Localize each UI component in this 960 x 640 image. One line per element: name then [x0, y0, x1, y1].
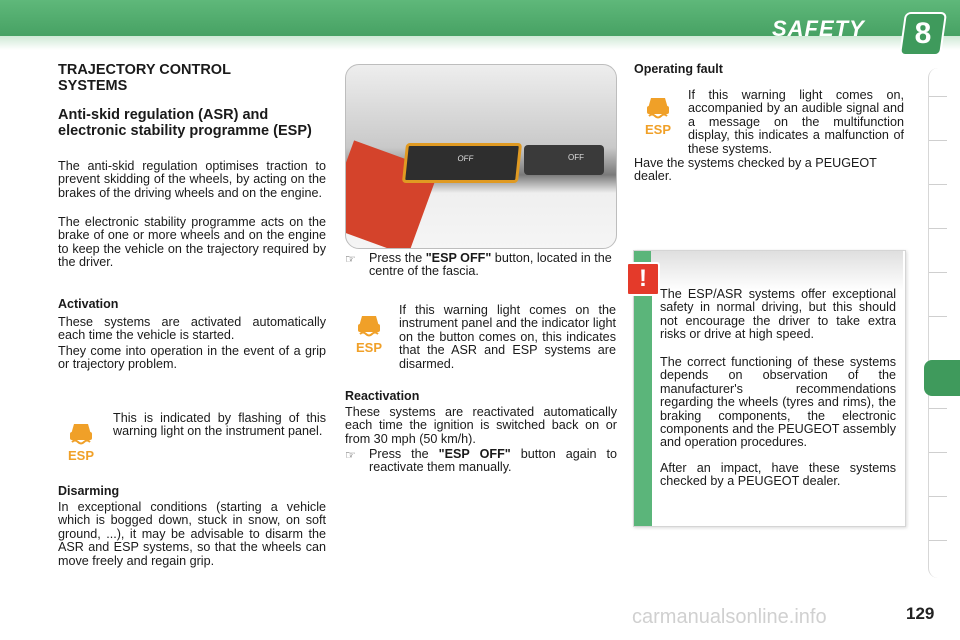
- chapter-tabs: [928, 68, 951, 578]
- secondary-button-image: [524, 145, 604, 175]
- tab-marker: [929, 140, 947, 141]
- reactivation-heading: Reactivation: [345, 389, 420, 403]
- page-number: 129: [906, 604, 935, 623]
- disarmed-warning-note: If this warning light comes on the instrument panel and the indicator light on the button comes on, this indicates that the ASR and ESP systems are disarmed.: [399, 303, 616, 371]
- bullet-icon: ☞: [345, 448, 356, 462]
- esp-off-label: "ESP OFF": [438, 447, 511, 461]
- watermark: carmanualsonline.info: [632, 606, 827, 628]
- tab-marker: [929, 540, 947, 541]
- disarming-paragraph: In exceptional conditions (starting a vehicle which is bogged down, stuck in snow, on soft ground, ...), it may be advisable to disarm the ASR and ESP systems, so that the wheels can move freely and regain grip.: [58, 500, 326, 568]
- press2-pre: Press the: [369, 447, 439, 461]
- chapter-number: 8: [914, 17, 932, 50]
- disarming-heading: Disarming: [58, 484, 120, 498]
- reactivation-paragraph: These systems are reactivated automatically each time the ignition is switched back on or from 30 mph (50 km/h).: [345, 405, 617, 446]
- tab-marker: [929, 496, 947, 497]
- page-title: TRAJECTORY CONTROL SYSTEMS: [58, 62, 231, 94]
- esp-off-button-image: [402, 143, 522, 183]
- tab-marker: [929, 316, 947, 317]
- section-subtitle: Anti-skid regulation (ASR) and electronic stability programme (ESP): [58, 107, 312, 139]
- reactivate-instruction: [369, 448, 617, 475]
- fascia-photo: [345, 64, 617, 249]
- tab-marker: [929, 272, 947, 273]
- esp-off-photo-label: OFF: [457, 154, 474, 163]
- esp-warning-icon: [352, 312, 386, 356]
- esp-off-label: "ESP OFF": [425, 251, 492, 265]
- intro-paragraph-2: The electronic stability programme acts on the brake of one or more wheels and on the engine to keep the vehicle on the trajectory required by the driver.: [58, 215, 326, 270]
- activation-paragraph-2: They come into operation in the event of a grip or trajectory problem.: [58, 344, 326, 372]
- chapter-badge: [899, 12, 947, 56]
- warning-exclamation-icon: !: [626, 262, 660, 296]
- fault-warning-note: If this warning light comes on, accompanied by an audible signal and a message on the multifunction display, this indicates a malfunction of these systems.: [688, 88, 904, 156]
- press-pre: Press the: [369, 251, 426, 265]
- esp-warning-icon: [641, 94, 675, 138]
- note-header-shade: [651, 251, 903, 291]
- esp-warning-icon: [64, 420, 98, 464]
- tab-marker: [929, 184, 947, 185]
- secondary-photo-label: OFF: [568, 153, 584, 162]
- activation-paragraph-1: These systems are activated automatically each time the vehicle is started.: [58, 315, 326, 343]
- tab-marker: [929, 408, 947, 409]
- note-paragraph-1: The ESP/ASR systems offer exceptional safety in normal driving, but this should not encourage the driver to take extra risks or drive at high speed.: [660, 287, 896, 342]
- active-chapter-tab[interactable]: [924, 360, 960, 396]
- note-paragraph-3: After an impact, have these systems checked by a PEUGEOT dealer.: [660, 461, 896, 489]
- fault-paragraph: Have the systems checked by a PEUGEOT dealer.: [634, 156, 877, 184]
- operating-fault-heading: Operating fault: [634, 62, 723, 76]
- section-title: SAFETY: [772, 16, 865, 41]
- note-paragraph-2: The correct functioning of these systems depends on observation of the manufacturer's recommendations regarding the wheels (tyres and rims), the braking components, the electronic components and the PEUGEOT assembly and operation procedures.: [660, 355, 896, 450]
- activation-heading: Activation: [58, 297, 119, 311]
- tab-marker: [929, 228, 947, 229]
- esp-icon-label: ESP: [644, 122, 672, 137]
- press-post: button, located in the centre of the fascia.: [369, 251, 612, 279]
- esp-icon-label: ESP: [67, 448, 95, 463]
- intro-paragraph-1: The anti-skid regulation optimises traction to prevent skidding of the wheels, by acting on the brakes of the driving wheels and on the engine.: [58, 159, 326, 200]
- press-instruction: [369, 252, 617, 279]
- tab-marker: [929, 96, 947, 97]
- tab-marker: [929, 452, 947, 453]
- flashing-note: This is indicated by flashing of this warning light on the instrument panel.: [113, 411, 326, 439]
- esp-icon-label: ESP: [355, 340, 383, 355]
- bullet-icon: ☞: [345, 252, 356, 266]
- press2-post: button again to reactivate them manually.: [369, 447, 617, 475]
